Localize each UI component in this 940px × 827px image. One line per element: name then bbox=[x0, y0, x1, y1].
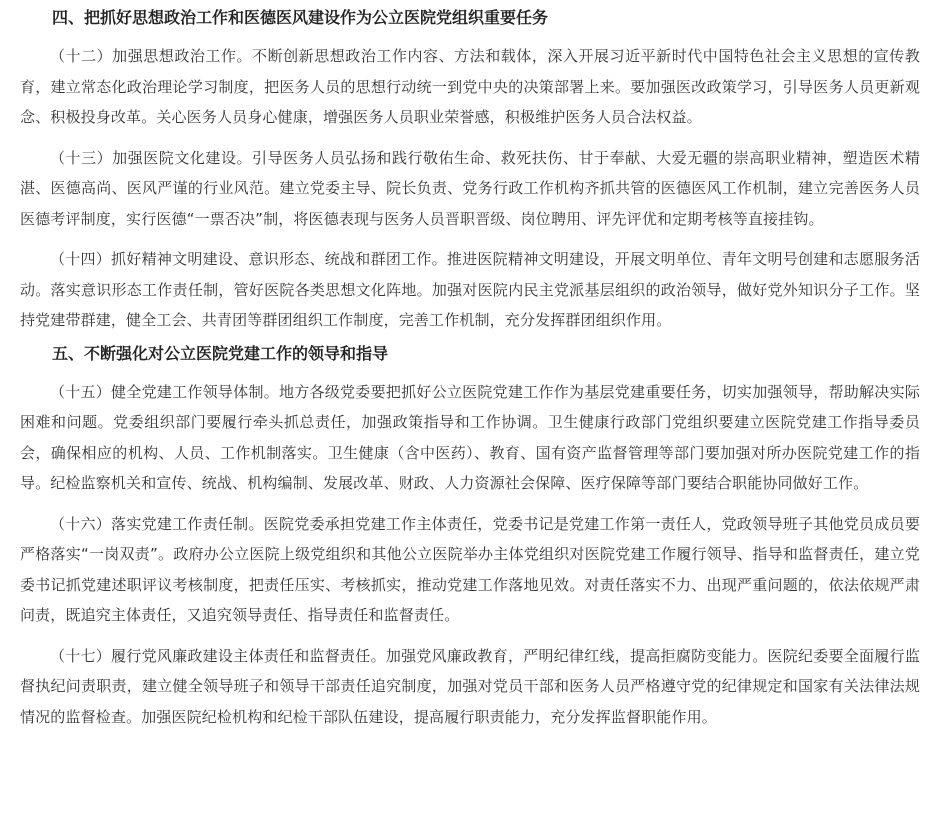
section-heading-4: 四、把抓好思想政治工作和医德医风建设作为公立医院党组织重要任务 bbox=[52, 8, 549, 27]
article-body bbox=[0, 6, 940, 732]
paragraph-14: （十四）抓好精神文明建设、意识形态、统战和群团工作。推进医院精神文明建设，开展文明单位、青年文明号创建和志愿服务活动。落实意识形态工作责任制，管好医院各类思想文化阵地。加强对医院内民主党派基层组织的政治领导，做好党外知识分子工作。坚持党建带群建，健全工会、共青团等群团组织工作制度，完善工作机制，充分发挥群团组织作用。 bbox=[20, 250, 920, 329]
section-heading-5: 五、不断强化对公立医院党建工作的领导和指导 bbox=[52, 343, 389, 363]
paragraph-13: （十三）加强医院文化建设。引导医务人员弘扬和践行敬佑生命、救死扶伤、甘于奉献、大爱无疆的崇高职业精神，塑造医术精湛、医德高尚、医风严谨的行业风范。建立党委主导、院长负责、党务行政工作机构齐抓共管的医德医风工作机制，建立完善医务人员医德考评制度，实行医德“一票否决”制，将医德表现与医务人员晋职晋级、岗位聘用、评先评优和定期考核等直接挂钩。 bbox=[20, 148, 920, 228]
paragraph-16: （十六）落实党建工作责任制。医院党委承担党建工作主体责任，党委书记是党建工作第一责任人，党政领导班子其他党员成员要严格落实“一岗双责”。政府办公立医院上级党组织和其他公立医院举办主体党组织对医院党建工作履行领导、指导和监督责任，建立党委书记抓党建述职评议考核制度，把责任压实、考核抓实，推动党建工作落地见效。对责任落实不力、出现严重问题的，依法依规严肃问责，既追究主体责任，又追究领导责任、指导责任和监督责任。 bbox=[20, 514, 920, 624]
paragraph-15: （十五）健全党建工作领导体制。地方各级党委要把抓好公立医院党建工作作为基层党建重要任务，切实加强领导，帮助解决实际困难和问题。党委组织部门要履行牵头抓总责任，加强政策指导和工作协调。卫生健康行政部门党组织要建立医院党建工作指导委员会，确保相应的机构、人员、工作机制落实。卫生健康（含中医药）、教育、国有资产监督管理等部门要加强对所办医院党建工作的指导。纪检监察机关和宣传、统战、机构编制、发展改革、财政、人力资源社会保障、医疗保障等部门要结合职能协同做好工作。 bbox=[20, 382, 920, 492]
paragraph-17: （十七）履行党风廉政建设主体责任和监督责任。加强党风廉政教育，严明纪律红线，提高拒腐防变能力。医院纪委要全面履行监督执纪问责职责，建立健全领导班子和领导干部责任追究制度，加强对党员干部和医务人员严格遵守党的纪律规定和国家有关法律法规情况的监督检查。加强医院纪检机构和纪检干部队伍建设，提高履行职责能力，充分发挥监督职能作用。 bbox=[20, 646, 920, 726]
paragraph-12: （十二）加强思想政治工作。不断创新思想政治工作内容、方法和载体，深入开展习近平新时代中国特色社会主义思想的宣传教育，建立常态化政治理论学习制度，把医务人员的思想行动统一到党中央的决策部署上来。要加强医改政策学习，引导医务人员更新观念、积极投身改革。关心医务人员身心健康，增强医务人员职业荣誉感，积极维护医务人员合法权益。 bbox=[20, 47, 920, 126]
